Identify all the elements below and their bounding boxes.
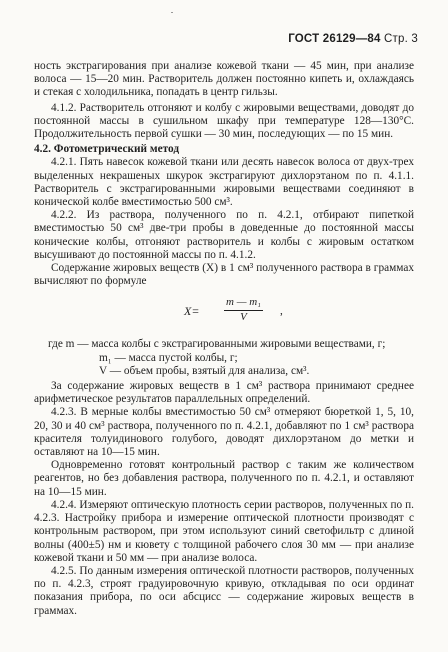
legend-item: где m — масса колбы с экстрагированными жировыми веществами, г; <box>48 338 386 351</box>
legend-item: m₁ — масса пустой колбы, г; <box>99 351 238 364</box>
page-number: Стр. 3 <box>384 33 418 45</box>
paragraph: 4.2.2. Из раствора, полученного по п. 4.2.1, отбирают пипеткой вместимостью 50 см³ две-три пробы в доведенные до постоянной массы конические колбы, отгоняют растворитель и колбы с жировым остатком высушивают до постоянной массы по п. 4.1.2. <box>34 209 414 261</box>
paragraph: ность экстрагирования при анализе кожевой ткани — 45 мин, при анализе волоса — 15—20 мин. Растворитель должен постоянно кипеть и, охлаждаясь и стекая с холодильника, попадать в центр гильзы. <box>34 60 414 99</box>
paragraph: 4.2.5. По данным измерения оптической плотности растворов, полученных по п. 4.2.3, строят градуировочную кривую, откладывая по оси ординат показания прибора, по оси абсцисс — содержание жировых веществ в граммах. <box>34 564 414 617</box>
standard-number: ГОСТ 26129—84 <box>288 33 381 45</box>
formula-comma: , <box>280 305 283 318</box>
formula-legend <box>34 338 414 378</box>
formula-numerator: m — m₁ <box>224 296 263 310</box>
section-heading: 4.2. Фотометрический метод <box>34 143 180 156</box>
paragraph: 4.2.1. Пять навесок кожевой ткани или десять навесок волоса от двух-трех выделенных некрашеных шкурок экстрагируют дихлорэтаном по п. 4.1.1. Растворитель с экстрагированными жировыми веществами соединяют в конической колбе вместимостью 500 см³. <box>34 156 414 209</box>
paragraph: Одновременно готовят контрольный раствор с таким же количеством реагентов, но без добавления раствора, полученного по п. 4.2.1, и оставляют на 10—15 мин. <box>34 459 414 498</box>
paragraph: За содержание жировых веществ в 1 см³ раствора принимают среднее арифметическое результатов параллельных определений. <box>34 380 414 406</box>
formula-lhs: X= <box>184 304 200 319</box>
formula-denominator: V <box>240 310 247 323</box>
page-header <box>288 33 418 45</box>
legend-item: V — объем пробы, взятый для анализа, см³. <box>99 364 310 377</box>
paragraph: 4.2.4. Измеряют оптическую плотность серии растворов, полученных по п. 4.2.3. Настройку прибора и измерение оптической плотности производят с контрольным раствором, при этом используют синий светофильтр с длиной волны (400±5) нм и кювету с толщиной рабочего слоя 30 мм — при анализе кожевой ткани и 50 мм — при анализе волоса. <box>34 498 414 564</box>
formula-fraction <box>224 296 263 323</box>
print-speck <box>171 12 173 13</box>
formula <box>34 296 414 330</box>
paragraph: 4.2.3. В мерные колбы вместимостью 50 см³ отмеряют бюреткой 1, 5, 10, 20, 30 и 40 см³ раствора, полученного по п. 4.2.1, добавляют по 1 см³ раствора красителя толуидинового голубого, доводят дихлорэтаном до метки и оставляют на 10—15 мин. <box>34 406 414 459</box>
document-body <box>34 60 414 618</box>
paragraph: 4.1.2. Растворитель отгоняют и колбу с жировыми веществами, доводят до постоянной массы в сушильном шкафу при температуре 128—130°С. Продолжительность первой сушки — 30 мин, последующих — по 15 мин. <box>34 101 414 141</box>
paragraph: Содержание жировых веществ (X) в 1 см³ полученного раствора в граммах вычисляют по формуле <box>34 262 414 288</box>
